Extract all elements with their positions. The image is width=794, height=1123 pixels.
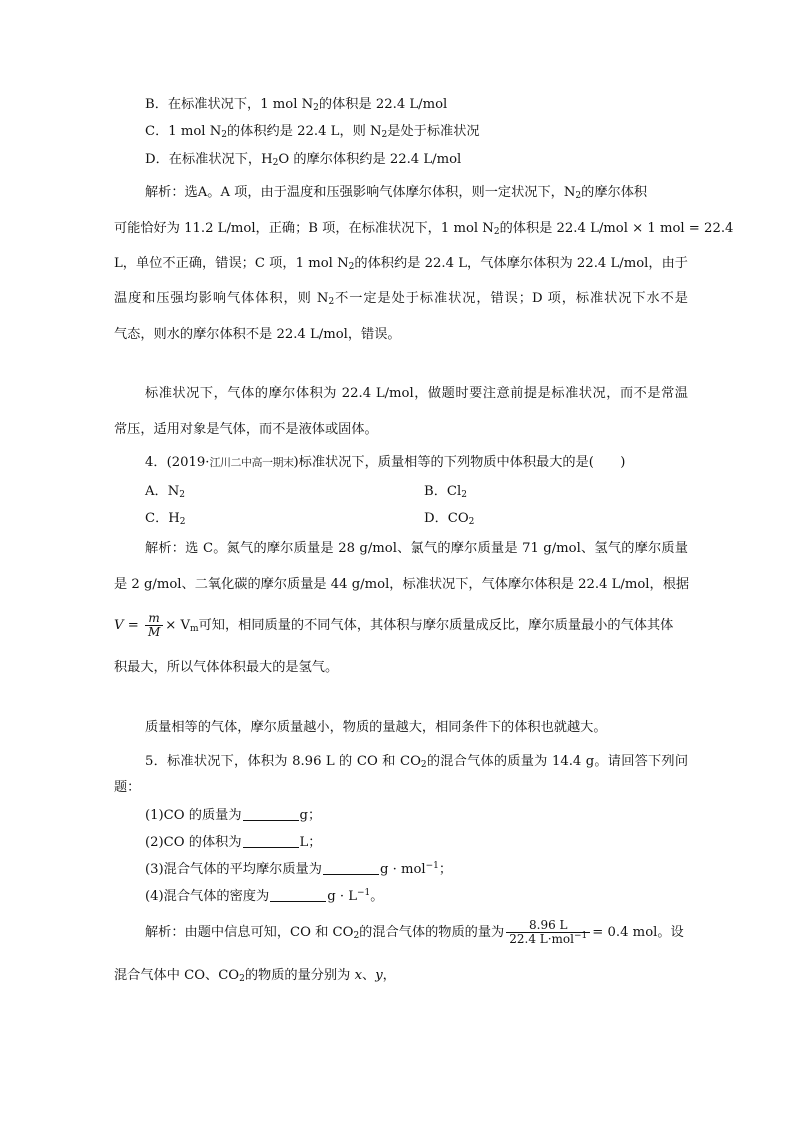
q5-subquestion-1: (1)CO 的质量为 g； — [145, 808, 322, 823]
q3-explanation-line-4: 温度和压强均影响气体体积，则 $N_2$不一定是处于标准状况，错误；D 项，标准状况下水不是 — [114, 291, 688, 307]
formula: V = $\frac{m}{M}$ × $V_m$ — [114, 611, 199, 639]
molar-fraction: $\frac{8.96 L}{22.4 L\cdot mol^{-1}}$ — [506, 919, 590, 946]
q3-option-d: D．在标准状况下，$H_2O$ 的摩尔体积约是 22.4 L/mol — [145, 152, 462, 168]
q5-explanation-line-1: 解析：由题中信息可知，CO 和 $CO_2$的混合气体的物质的量为 $\frac{8.96 L}{22.4 L\cdot mol^{-1}}$ = 0.4 mol。设 — [145, 918, 684, 946]
q4-options-row-1 — [145, 484, 688, 500]
answer-blank[interactable] — [243, 808, 299, 821]
q4-stem: 4．(2019·江川二中高一期末)标准状况下，质量相等的下列物质中体积最大的是( ) — [145, 455, 626, 470]
q4-tip: 质量相等的气体，摩尔质量越小，物质的量越大，相同条件下的体积也就越大。 — [145, 720, 607, 735]
q4-option-a: A．$N_2$ — [145, 484, 185, 500]
answer-blank[interactable] — [323, 862, 379, 875]
q3-option-b: B．在标准状况下，1 mol $N_2$的体积是 22.4 L/mol — [145, 97, 448, 113]
q5-subquestion-4: (4)混合气体的密度为 $g \cdot L^{-1}$。 — [145, 888, 384, 904]
q3-explanation-line-5: 气态，则水的摩尔体积不是 22.4 L/mol，错误。 — [114, 327, 401, 342]
q3-explanation-line-3: L，单位不正确，错误；C 项，1 mol $N_2$的体积约是 22.4 L，气体摩尔体积为 22.4 L/mol，由于 — [114, 256, 688, 272]
formula-fraction: $\frac{m}{M}$ — [145, 612, 163, 639]
q5-subquestion-2: (2)CO 的体积为 L； — [145, 835, 322, 850]
q4-explanation-line-1: 解析：选 C。氮气的摩尔质量是 28 g/mol、氯气的摩尔质量是 71 g/mol、氢气的摩尔质量 — [145, 541, 688, 556]
answer-blank[interactable] — [270, 889, 326, 902]
q4-option-c: C．$H_2$ — [145, 511, 186, 527]
q4-source: 江川二中高一期末 — [209, 456, 294, 469]
answer-blank[interactable] — [243, 835, 299, 848]
q4-explanation-line-2: 是 2 g/mol、二氧化碳的摩尔质量是 44 g/mol，标准状况下，气体摩尔体积是 22.4 L/mol，根据 — [114, 577, 690, 592]
q5-subquestion-3: (3)混合气体的平均摩尔质量为 g · mol$^{-1}$； — [145, 861, 453, 877]
q5-stem-line-1: 5．标准状况下，体积为 8.96 L 的 CO 和 $CO_2$的混合气体的质量为 14.4 g。请回答下列问 — [145, 754, 689, 770]
q4-option-b: B．$Cl_2$ — [424, 484, 467, 500]
q3-tip-line-1: 标准状况下，气体的摩尔体积为 22.4 L/mol，做题时要注意前提是标准状况，而不是常温 — [145, 386, 688, 401]
q5-explanation-line-2: 混合气体中 CO、$CO_2$的物质的量分别为 x、y， — [114, 968, 396, 984]
q3-option-c: C．1 mol $N_2$的体积约是 22.4 L，则 $N_2$是处于标准状况 — [145, 124, 480, 140]
q5-stem-line-2: 题： — [114, 780, 141, 795]
q3-explanation-line-1: 解析：选A。A 项，由于温度和压强影响气体摩尔体积，则一定状况下，$N_2$的摩尔体积 — [145, 185, 648, 201]
q4-explanation-line-4: 积最大，所以气体体积最大的是氢气。 — [114, 660, 339, 675]
q4-explanation-line-3: V = $\frac{m}{M}$ × $V_m$可知，相同质量的不同气体，其体积与摩尔质量成反比，摩尔质量最小的气体其体 — [114, 611, 674, 639]
q4-options-row-2 — [145, 511, 688, 527]
q4-option-d: D．$CO_2$ — [424, 511, 475, 527]
q3-explanation-line-2: 可能恰好为 11.2 L/mol，正确；B 项，在标准状况下，1 mol $N_2$的体积是 22.4 L/mol × 1 mol = 22.4 — [114, 221, 734, 237]
q3-tip-line-2: 常压，适用对象是气体，而不是液体或固体。 — [114, 422, 378, 437]
